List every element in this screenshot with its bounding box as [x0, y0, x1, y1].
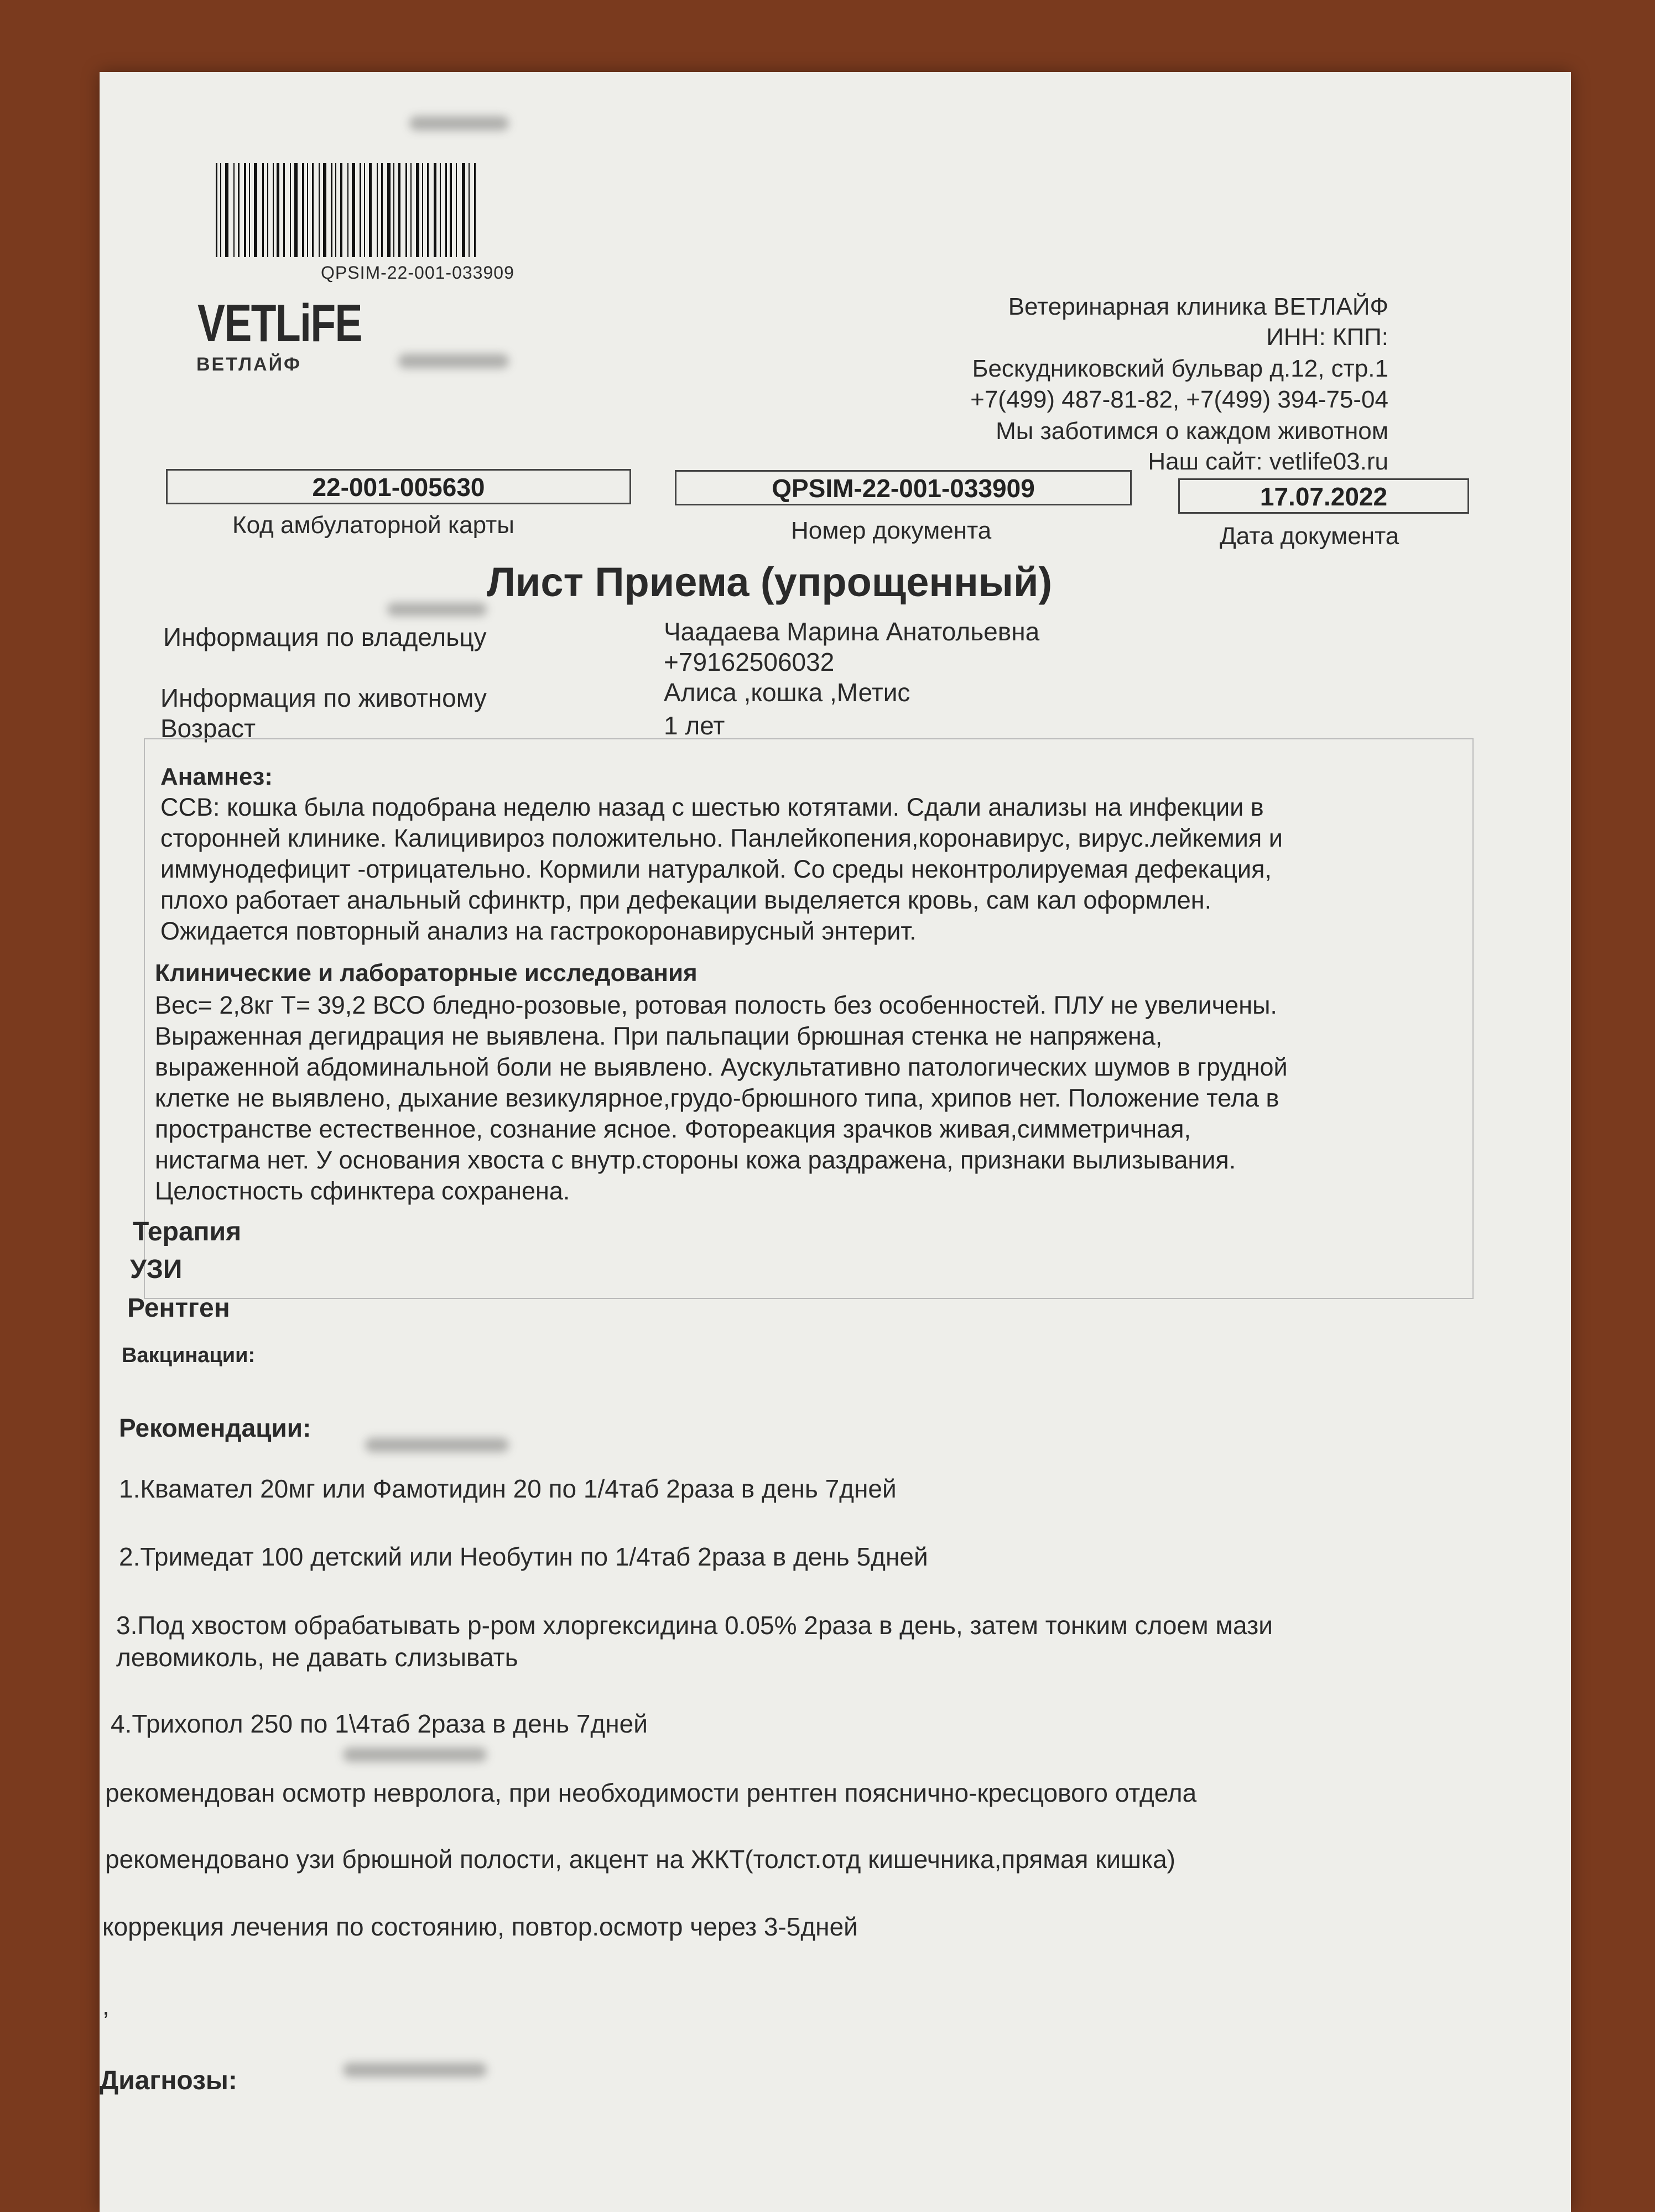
- barcode-bar: [369, 163, 372, 257]
- barcode-bar: [445, 163, 447, 257]
- barcode-bar: [377, 163, 378, 257]
- recommendation-item: 4.Трихопол 250 по 1\4таб 2раза в день 7дней: [111, 1709, 648, 1738]
- therapy-label: Терапия: [133, 1217, 242, 1246]
- recommendations-label: Рекомендации:: [119, 1413, 311, 1442]
- barcode-bar: [360, 163, 361, 257]
- anamnesis-line: сторонней клинике. Калицивироз положительно. Панлейкопения,коронавирус, вирус.лейкемия и: [160, 824, 1283, 852]
- barcode-bar: [331, 163, 332, 257]
- document-date-label: Дата документа: [1220, 523, 1399, 550]
- anamnesis-line: плохо работает анальный сфинктр, при дефекации выделяется кровь, сам кал оформлен.: [160, 886, 1212, 914]
- barcode-bar: [323, 163, 326, 257]
- clinical-line: выраженной абдоминальной боли не выявлено. Аускультативно патологических шумов в грудной: [155, 1053, 1288, 1081]
- card-code-label: Код амбулаторной карты: [232, 512, 514, 539]
- barcode-bar: [220, 163, 221, 257]
- vaccinations-label: Вакцинации:: [122, 1344, 256, 1367]
- barcode-bar: [347, 163, 348, 257]
- owner-phone: +79162506032: [664, 648, 835, 676]
- age-value: 1 лет: [664, 711, 725, 740]
- clinical-line: Вес= 2,8кг Т= 39,2 ВСО бледно-розовые, ротовая полость без особенностей. ПЛУ не увеличены.: [155, 991, 1277, 1019]
- recommendation-item: 3.Под хвостом обрабатывать р-ром хлоргексидина 0.05% 2раза в день, затем тонким слоем мази: [116, 1611, 1273, 1640]
- clinic-slogan: Мы заботимся о каждом животном: [996, 418, 1388, 445]
- barcode-bar: [233, 163, 235, 257]
- clinical-text: [155, 990, 1505, 1207]
- recommendation-item: 2.Тримедат 100 детский или Необутин по 1/4таб 2раза в день 5дней: [119, 1542, 928, 1571]
- smudge: [387, 603, 487, 616]
- anamnesis-line: иммунодефицит -отрицательно. Кормили натуралкой. Со среды неконтролируемая дефекация,: [160, 855, 1272, 883]
- animal-value: Алиса ,кошка ,Метис: [664, 678, 910, 707]
- document-sheet: [100, 72, 1571, 2212]
- document-number-box: QPSIM-22-001-033909: [675, 470, 1132, 505]
- document-date-box: 17.07.2022: [1178, 478, 1469, 514]
- barcode-bar: [283, 163, 285, 257]
- stray-mark: ,: [102, 1991, 110, 2020]
- barcode-bar: [398, 163, 400, 257]
- barcode-bar: [262, 163, 264, 257]
- barcode-bar: [238, 163, 240, 257]
- clinical-line: пространстве естественное, сознание ясное. Фотореакция зрачков живая,симметричная,: [155, 1115, 1191, 1143]
- clinic-site: Наш сайт: vetlife03.ru: [1148, 448, 1388, 475]
- document-number-label: Номер документа: [791, 517, 992, 544]
- barcode-bar: [294, 163, 298, 257]
- clinic-logo: VETLiFE: [197, 294, 362, 353]
- barcode-bar: [290, 163, 291, 257]
- anamnesis-label: Анамнез:: [160, 763, 273, 790]
- clinic-inn: ИНН: КПП:: [1266, 324, 1388, 351]
- note-line: рекомендовано узи брюшной полости, акцент на ЖКТ(толст.отд кишечника,прямая кишка): [105, 1845, 1175, 1874]
- smudge: [365, 1438, 509, 1452]
- barcode-bar: [364, 163, 365, 257]
- barcode-bar: [319, 163, 320, 257]
- anamnesis-text: [160, 792, 1488, 947]
- barcode-bar: [405, 163, 407, 257]
- barcode-number: QPSIM-22-001-033909: [321, 263, 514, 283]
- smudge: [343, 1747, 487, 1762]
- barcode-bar: [216, 163, 217, 257]
- barcode: [216, 163, 642, 257]
- barcode-bar: [387, 163, 391, 257]
- owner-name: Чаадаева Марина Анатольевна: [664, 617, 1040, 646]
- barcode-bar: [456, 163, 457, 257]
- barcode-bar: [335, 163, 336, 257]
- note-line: коррекция лечения по состоянию, повтор.осмотр через 3-5дней: [102, 1912, 858, 1941]
- barcode-bar: [312, 163, 314, 257]
- barcode-bar: [254, 163, 257, 257]
- clinic-logo-subtitle: ВЕТЛАЙФ: [196, 354, 302, 375]
- clinical-line: Целостность сфинктера сохранена.: [155, 1177, 570, 1205]
- barcode-bar: [469, 163, 470, 257]
- smudge: [409, 116, 509, 131]
- barcode-bar: [249, 163, 250, 257]
- smudge: [343, 2063, 487, 2077]
- barcode-bar: [440, 163, 441, 257]
- clinical-line: Выраженная дегидрация не выявлена. При пальпации брюшная стенка не напряжена,: [155, 1022, 1163, 1050]
- anamnesis-line: Ожидается повторный анализ на гастрокоронавирусный энтерит.: [160, 917, 917, 945]
- age-label: Возраст: [160, 714, 256, 743]
- diagnoses-label: Диагнозы:: [100, 2066, 237, 2095]
- card-code-box: 22-001-005630: [166, 469, 631, 504]
- note-line: рекомендован осмотр невролога, при необходимости рентген пояснично-кресцового отдела: [105, 1778, 1197, 1807]
- barcode-bar: [352, 163, 355, 257]
- barcode-bar: [434, 163, 436, 257]
- recommendation-item: 1.Квамател 20мг или Фамотидин 20 по 1/4таб 2раза в день 7дней: [119, 1474, 897, 1503]
- clinic-address: Бескудниковский бульвар д.12, стр.1: [972, 355, 1388, 382]
- barcode-bar: [416, 163, 419, 257]
- barcode-bar: [302, 163, 304, 257]
- barcode-bar: [427, 163, 429, 257]
- owner-label: Информация по владельцу: [163, 623, 487, 651]
- clinical-line: нистагма нет. У основания хвоста с внутр.стороны кожа раздражена, признаки вылизывания.: [155, 1146, 1236, 1174]
- uzi-label: УЗИ: [130, 1255, 183, 1284]
- clinical-line: клетке не выявлено, дыхание везикулярное,грудо-брюшного типа, хрипов нет. Положение тела в: [155, 1084, 1279, 1112]
- barcode-bar: [225, 163, 228, 257]
- barcode-bar: [450, 163, 452, 257]
- clinic-name: Ветеринарная клиника ВЕТЛАЙФ: [1008, 293, 1388, 320]
- barcode-bar: [381, 163, 383, 257]
- barcode-bar: [277, 163, 279, 257]
- barcode-bar: [267, 163, 268, 257]
- anamnesis-line: ССВ: кошка была подобрана неделю назад с шестью котятами. Сдали анализы на инфекции в: [160, 793, 1264, 821]
- barcode-bar: [307, 163, 308, 257]
- barcode-bar: [393, 163, 394, 257]
- barcode-bar: [474, 163, 476, 257]
- barcode-bar: [340, 163, 342, 257]
- clinic-phones: +7(499) 487-81-82, +7(499) 394-75-04: [970, 386, 1388, 413]
- clinical-label: Клинические и лабораторные исследования: [155, 959, 698, 987]
- animal-label: Информация по животному: [160, 684, 487, 712]
- barcode-bar: [422, 163, 423, 257]
- recommendation-item: левомиколь, не давать слизывать: [116, 1643, 518, 1672]
- barcode-bar: [462, 163, 465, 257]
- page-title: Лист Приема (упрощенный): [487, 559, 1053, 605]
- barcode-bar: [410, 163, 412, 257]
- barcode-bar: [244, 163, 246, 257]
- smudge: [398, 354, 509, 368]
- xray-label: Рентген: [127, 1293, 230, 1323]
- barcode-bar: [273, 163, 274, 257]
